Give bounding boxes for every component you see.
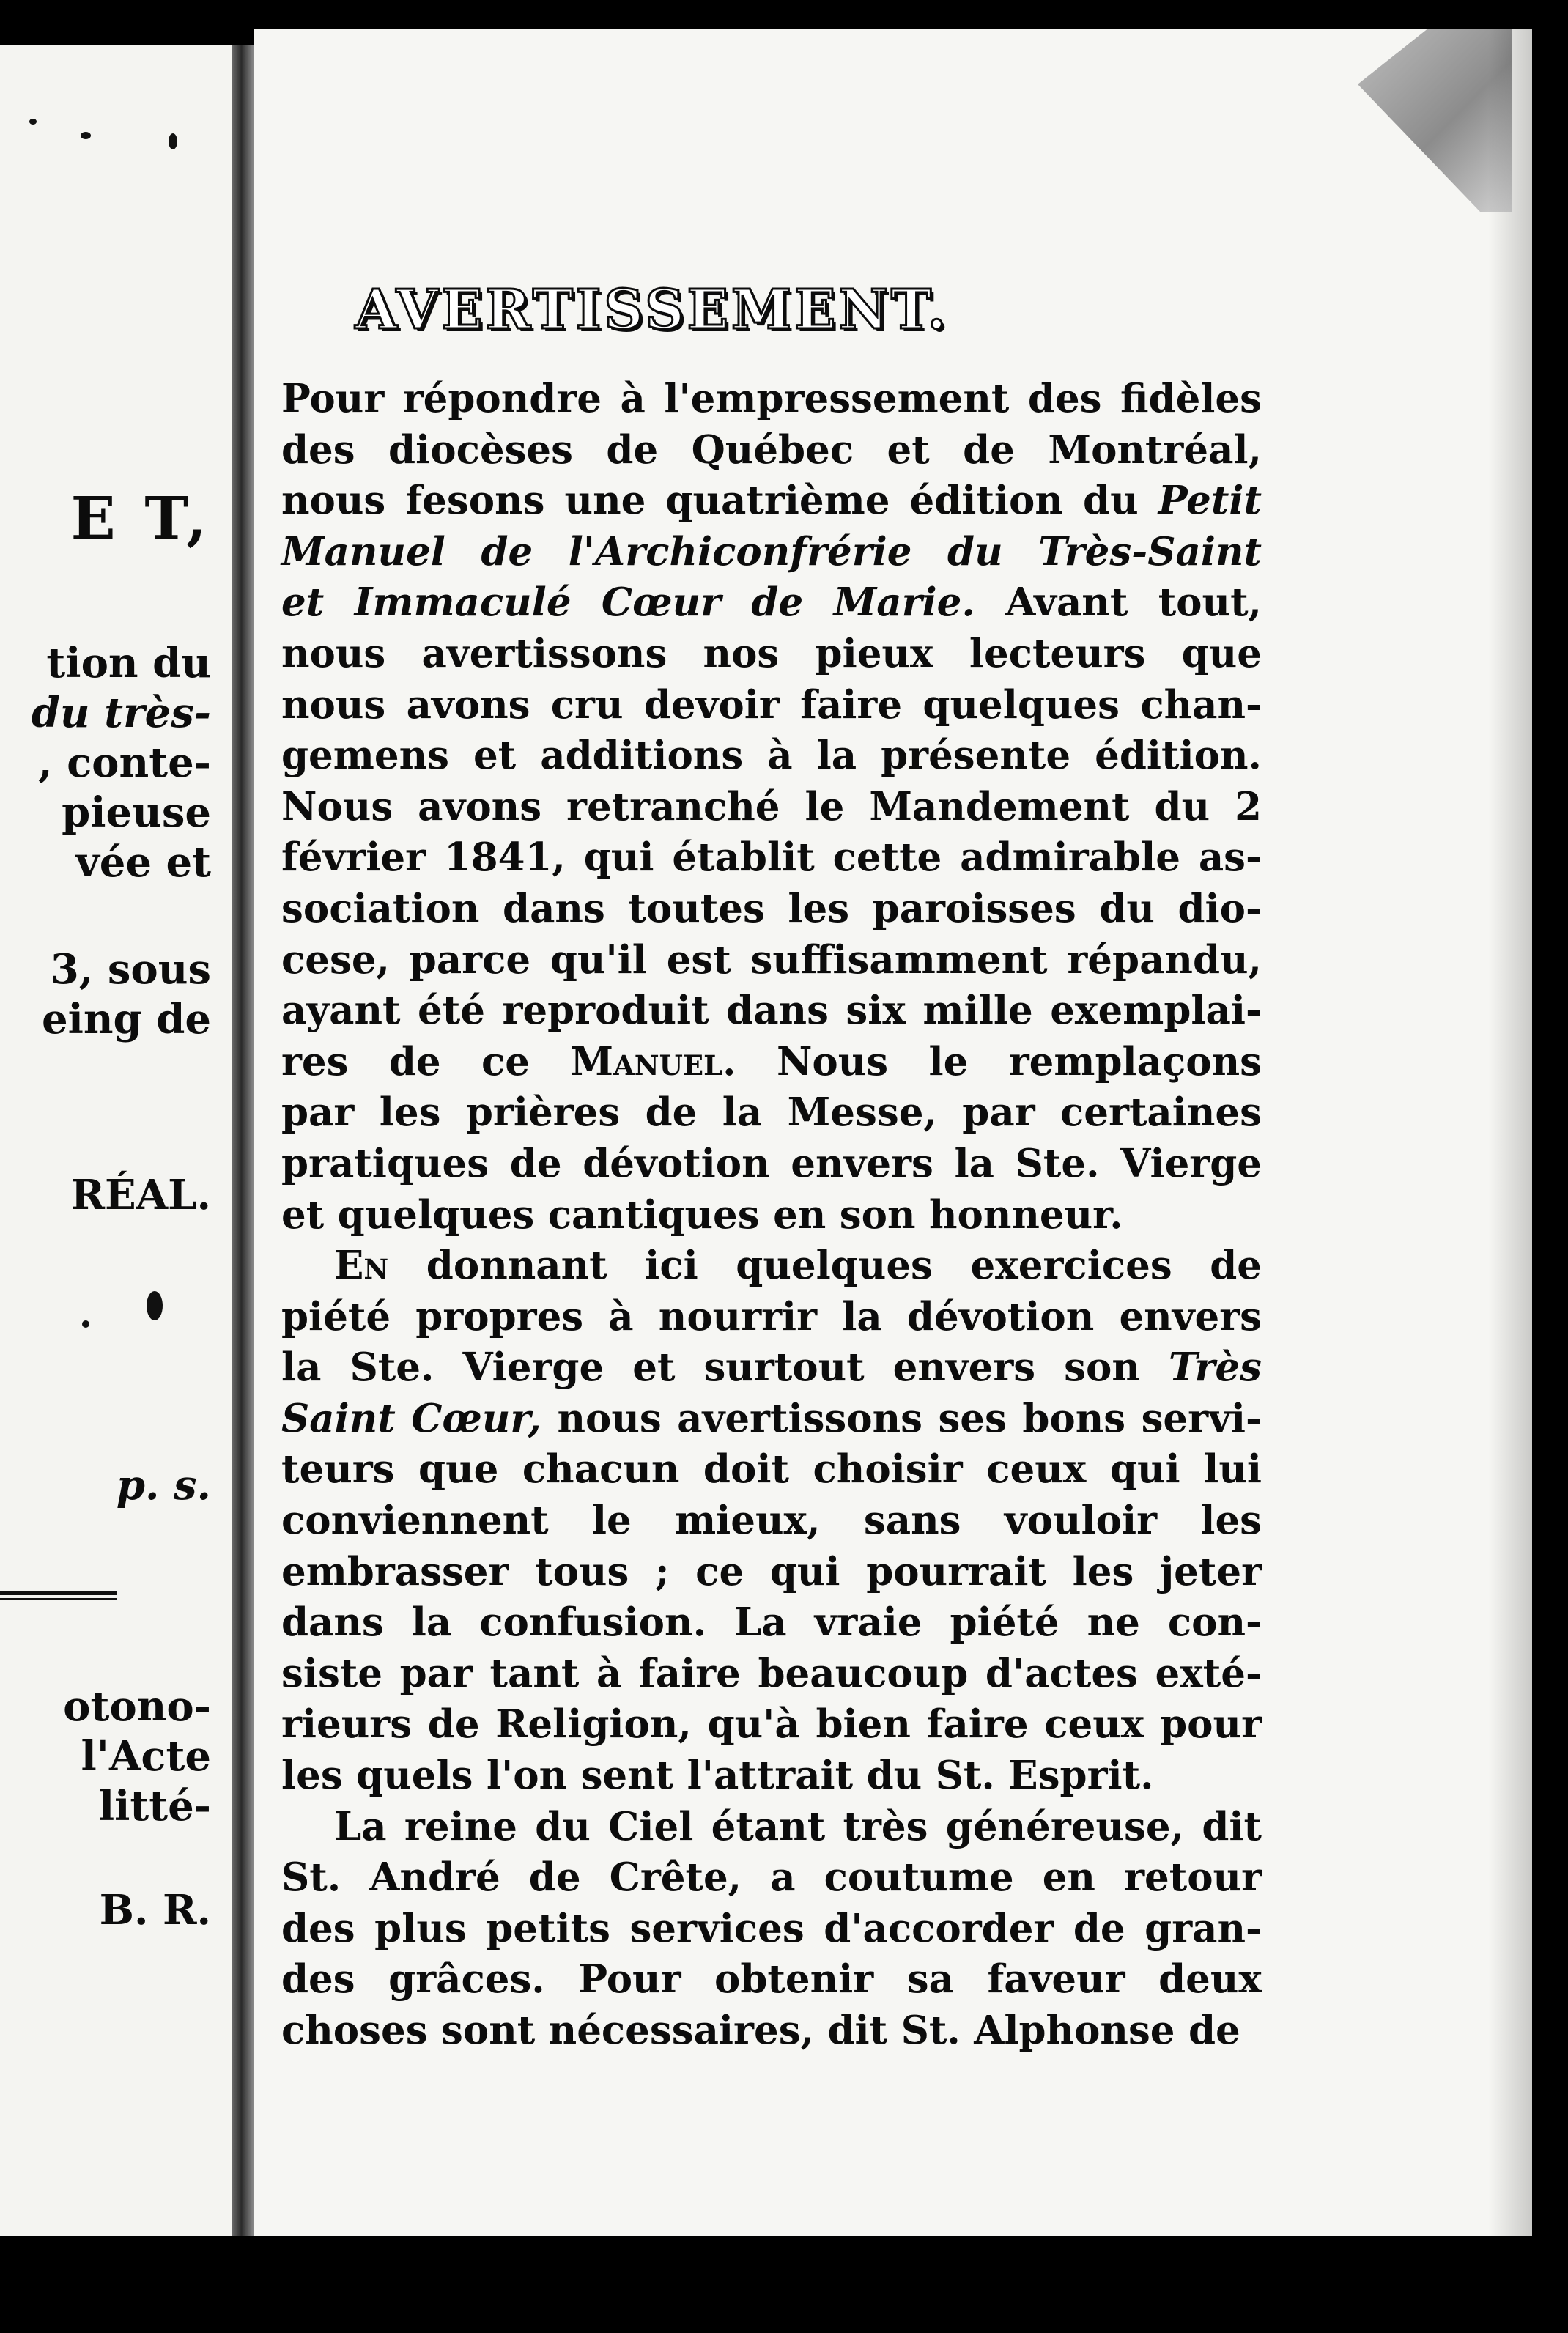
facing-page-fragment: 3, sous	[50, 945, 211, 994]
text-segment: choses sont nécessaires, dit St. Alphonse de	[281, 2008, 1240, 2053]
text-segment: St. André de Crête, a coutume en retour	[281, 1855, 1262, 1901]
text-segment: piété propres à nourrir la dévotion envers	[281, 1293, 1262, 1339]
text-line	[281, 2005, 1262, 2057]
text-line	[281, 374, 1262, 425]
facing-page-fragment: E T,	[70, 484, 211, 552]
ink-speck	[81, 132, 91, 139]
text-segment: par les prières de la Messe, par certaines	[281, 1090, 1262, 1136]
text-segment: teurs que chacun doit choisir ceux qui lui	[281, 1446, 1262, 1493]
text-segment: Manuel.	[570, 1038, 736, 1084]
text-line	[281, 731, 1262, 782]
text-segment: cese, parce qu'il est suffisamment répandu,	[281, 936, 1262, 983]
text-segment: dans la confusion. La vraie piété ne con-	[281, 1600, 1262, 1646]
text-line	[281, 680, 1262, 731]
facing-page-fragment: du très-	[31, 689, 211, 737]
facing-page-fragment: RÉAL.	[70, 1171, 211, 1219]
text-line	[281, 1087, 1262, 1139]
text-segment: rieurs de Religion, qu'à bien faire ceux pour	[281, 1701, 1262, 1748]
text-segment: nous avertissons ses bons servi-	[541, 1395, 1262, 1441]
text-line	[281, 1904, 1262, 1955]
text-line	[281, 1750, 1262, 1802]
text-line	[281, 1649, 1262, 1700]
ink-speck	[169, 133, 177, 149]
facing-page-fragment: tion du	[46, 639, 211, 687]
text-segment: Très	[1168, 1345, 1262, 1391]
facing-page-fragment: vée et	[75, 838, 211, 887]
text-line	[281, 527, 1262, 578]
text-line	[281, 1444, 1262, 1495]
text-segment: des grâces. Pour obtenir sa faveur deux	[281, 1956, 1262, 2003]
text-segment: ayant été reproduit dans six mille exemplai-	[281, 988, 1262, 1034]
text-segment: siste par tant à faire beaucoup d'actes exté-	[281, 1650, 1262, 1696]
facing-page-fragment: l'Acte	[81, 1732, 211, 1781]
ink-speck	[147, 1291, 163, 1320]
text-segment: février 1841, qui établit cette admirable as-	[281, 835, 1262, 881]
book-gutter	[232, 45, 254, 2236]
text-segment: Nous le remplaçons	[736, 1038, 1262, 1084]
text-segment: Petit	[1158, 478, 1262, 524]
facing-page-fragment: , conte-	[38, 739, 211, 787]
text-line	[281, 1394, 1262, 1445]
text-segment: et quelques cantiques en son honneur.	[281, 1191, 1123, 1238]
text-segment: nous fesons une quatrième édition du	[281, 478, 1158, 524]
text-segment: sociation dans toutes les paroisses du dio-	[281, 885, 1262, 931]
text-segment: donnant ici quelques exercices de	[388, 1243, 1262, 1289]
text-segment: Pour répondre à l'empressement des fidèles	[281, 376, 1262, 421]
facing-page-fragment: pieuse	[62, 788, 211, 837]
text-line	[281, 1954, 1262, 2005]
text-line	[281, 1547, 1262, 1598]
text-segment: nous avons cru devoir faire quelques chan-	[281, 681, 1262, 728]
text-line	[281, 425, 1262, 476]
facing-page	[0, 45, 232, 2236]
text-line	[281, 1241, 1262, 1292]
text-line	[281, 1190, 1262, 1241]
text-line	[281, 1852, 1262, 1904]
ink-speck	[29, 119, 37, 125]
text-segment: des diocèses de Québec et de Montréal,	[281, 426, 1262, 473]
text-segment: La reine du Ciel étant très généreuse, dit	[334, 1803, 1262, 1849]
double-rule	[0, 1591, 117, 1600]
text-segment: des plus petits services d'accorder de gran-	[281, 1905, 1262, 1951]
body-text	[281, 374, 1262, 2057]
text-segment: nous avertissons nos pieux lecteurs que	[281, 630, 1262, 676]
text-line	[281, 986, 1262, 1037]
text-segment: Manuel de l'Archiconfrérie du Très-Saint	[281, 528, 1262, 574]
ink-speck	[82, 1320, 89, 1328]
text-line	[281, 782, 1262, 833]
text-segment: embrasser tous ; ce qui pourrait les jeter	[281, 1548, 1262, 1594]
text-segment: et Immaculé Cœur de Marie.	[281, 580, 975, 626]
text-segment: Nous avons retranché le Mandement du 2	[281, 783, 1262, 829]
text-segment: la Ste. Vierge et surtout envers son	[281, 1345, 1169, 1391]
facing-page-fragment: p. s.	[116, 1461, 211, 1509]
text-segment: En	[334, 1243, 389, 1289]
text-line	[281, 1597, 1262, 1649]
text-segment: Saint Cœur,	[281, 1395, 541, 1441]
text-segment: gemens et additions à la présente édition.	[281, 733, 1262, 779]
text-line	[281, 1495, 1262, 1547]
text-line	[281, 1292, 1262, 1343]
text-line	[281, 884, 1262, 935]
text-line	[281, 832, 1262, 884]
facing-page-fragment: eing de	[41, 995, 211, 1043]
text-line	[281, 577, 1262, 629]
facing-page-fragment: otono-	[63, 1682, 211, 1731]
page-heading: AVERTISSEMENT.	[355, 278, 950, 341]
text-line	[281, 1037, 1262, 1088]
text-line	[281, 1699, 1262, 1750]
page-edge-shadow	[1488, 29, 1532, 2236]
text-line	[281, 1342, 1262, 1394]
text-line	[281, 476, 1262, 527]
facing-page-fragment: litté-	[98, 1782, 211, 1830]
text-segment: pratiques de dévotion envers la Ste. Vierge	[281, 1140, 1262, 1186]
text-segment: les quels l'on sent l'attrait du St. Esprit.	[281, 1753, 1154, 1799]
text-segment: res de ce	[281, 1038, 571, 1084]
text-line	[281, 1139, 1262, 1190]
text-line	[281, 935, 1262, 986]
text-segment: Avant tout,	[975, 580, 1262, 626]
text-line	[281, 629, 1262, 680]
text-line	[281, 1802, 1262, 1853]
text-segment: conviennent le mieux, sans vouloir les	[281, 1498, 1262, 1544]
facing-page-fragment: B. R.	[99, 1886, 211, 1934]
